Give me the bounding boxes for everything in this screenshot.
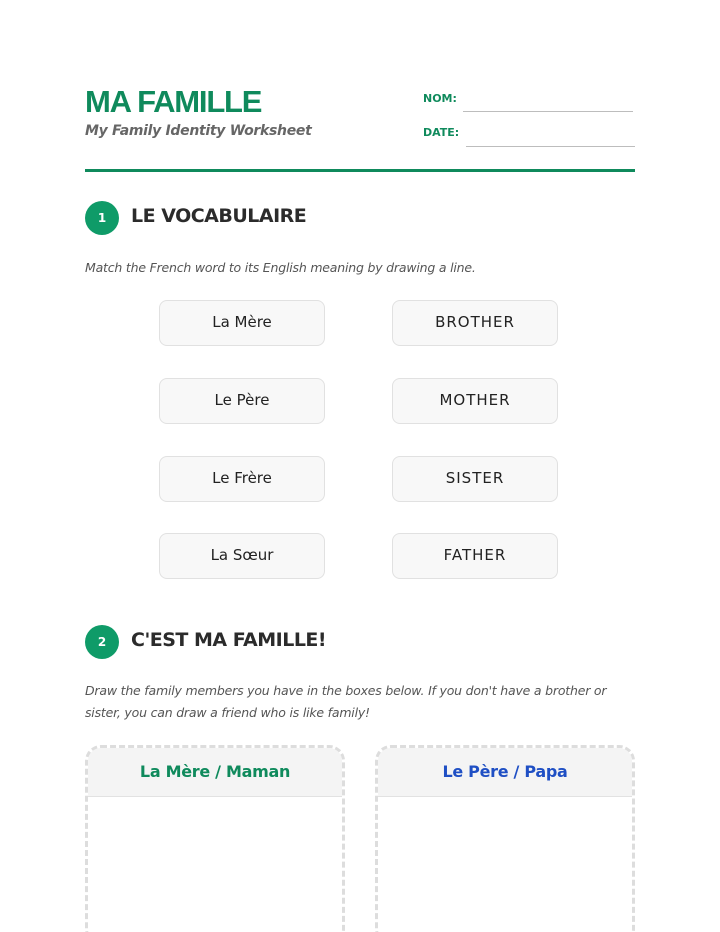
section-2-badge: 2 — [85, 625, 119, 659]
section-2-instructions — [85, 680, 645, 724]
vocab-french-card[interactable]: La Sœur — [159, 533, 325, 579]
vocab-english-card[interactable]: MOTHER — [392, 378, 558, 424]
section-2-title: C'EST MA FAMILLE! — [131, 629, 327, 651]
vocab-french-card[interactable]: Le Père — [159, 378, 325, 424]
date-field-line[interactable] — [466, 146, 635, 147]
section-1-badge: 1 — [85, 201, 119, 235]
family-box-mother[interactable] — [85, 745, 345, 932]
page-subtitle: My Family Identity Worksheet — [85, 123, 312, 139]
header-divider — [85, 169, 635, 172]
name-field-line[interactable] — [463, 111, 633, 112]
vocab-french-card[interactable]: Le Frère — [159, 456, 325, 502]
section-1-instructions: Match the French word to its English meaning by drawing a line. — [85, 260, 476, 275]
vocab-english-card[interactable]: FATHER — [392, 533, 558, 579]
vocab-english-card[interactable]: BROTHER — [392, 300, 558, 346]
name-label: NOM: — [423, 92, 457, 105]
section-2-instructions-line-1: Draw the family members you have in the boxes below. If you don't have a brother or — [85, 683, 607, 698]
section-2-instructions-line-2: sister, you can draw a friend who is like family! — [85, 705, 370, 720]
section-1-title: LE VOCABULAIRE — [131, 205, 307, 227]
date-label: DATE: — [423, 126, 460, 139]
family-box-father-label: Le Père / Papa — [378, 748, 632, 797]
vocab-english-card[interactable]: SISTER — [392, 456, 558, 502]
family-box-mother-label: La Mère / Maman — [88, 748, 342, 797]
vocab-french-card[interactable]: La Mère — [159, 300, 325, 346]
page-title: MA FAMILLE — [85, 84, 262, 119]
family-box-father[interactable] — [375, 745, 635, 932]
